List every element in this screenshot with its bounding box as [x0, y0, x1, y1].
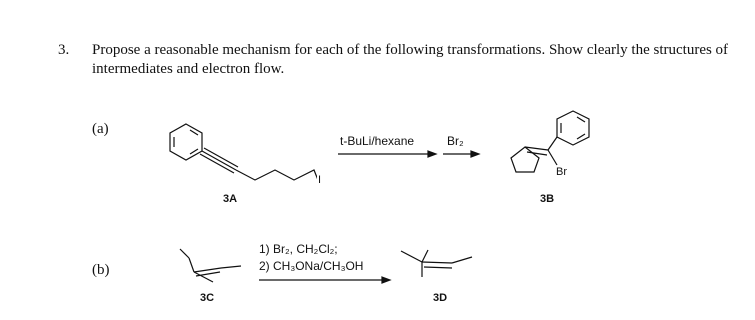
question-number: 3.	[58, 42, 70, 58]
part-b-label: (b)	[92, 262, 110, 278]
iodine-atom: I	[318, 174, 322, 186]
benzene-ring-3b	[557, 111, 589, 145]
skeleton-3c	[180, 249, 189, 258]
compound-label-3d: 3D	[433, 292, 448, 304]
benzene-ring-3a	[170, 124, 202, 160]
part-a-label: (a)	[92, 121, 109, 137]
c-br-bond-3b	[548, 150, 557, 165]
bromine-atom: Br	[556, 166, 567, 178]
reagent-a-2: Br₂	[447, 134, 464, 148]
reagent-b-1: 1) Br₂, CH₂Cl₂;	[259, 242, 338, 256]
reagent-a-1: t-BuLi/hexane	[340, 134, 415, 148]
alkyne-bond-3a	[202, 151, 236, 170]
compound-label-3a: 3A	[223, 193, 238, 205]
question-text: Propose a reasonable mechanism for each of the following transformations. Show clearly the structures of intermediates and electron flow.	[92, 42, 729, 77]
reagent-b-2: 2) CH₃ONa/CH₃OH	[259, 259, 364, 273]
compound-label-3c: 3C	[200, 292, 215, 304]
alkyl-chain-3a	[236, 170, 318, 180]
skeleton-3d	[401, 251, 422, 262]
cyclopentane-3b	[511, 147, 539, 172]
compound-label-3b: 3B	[540, 193, 555, 205]
